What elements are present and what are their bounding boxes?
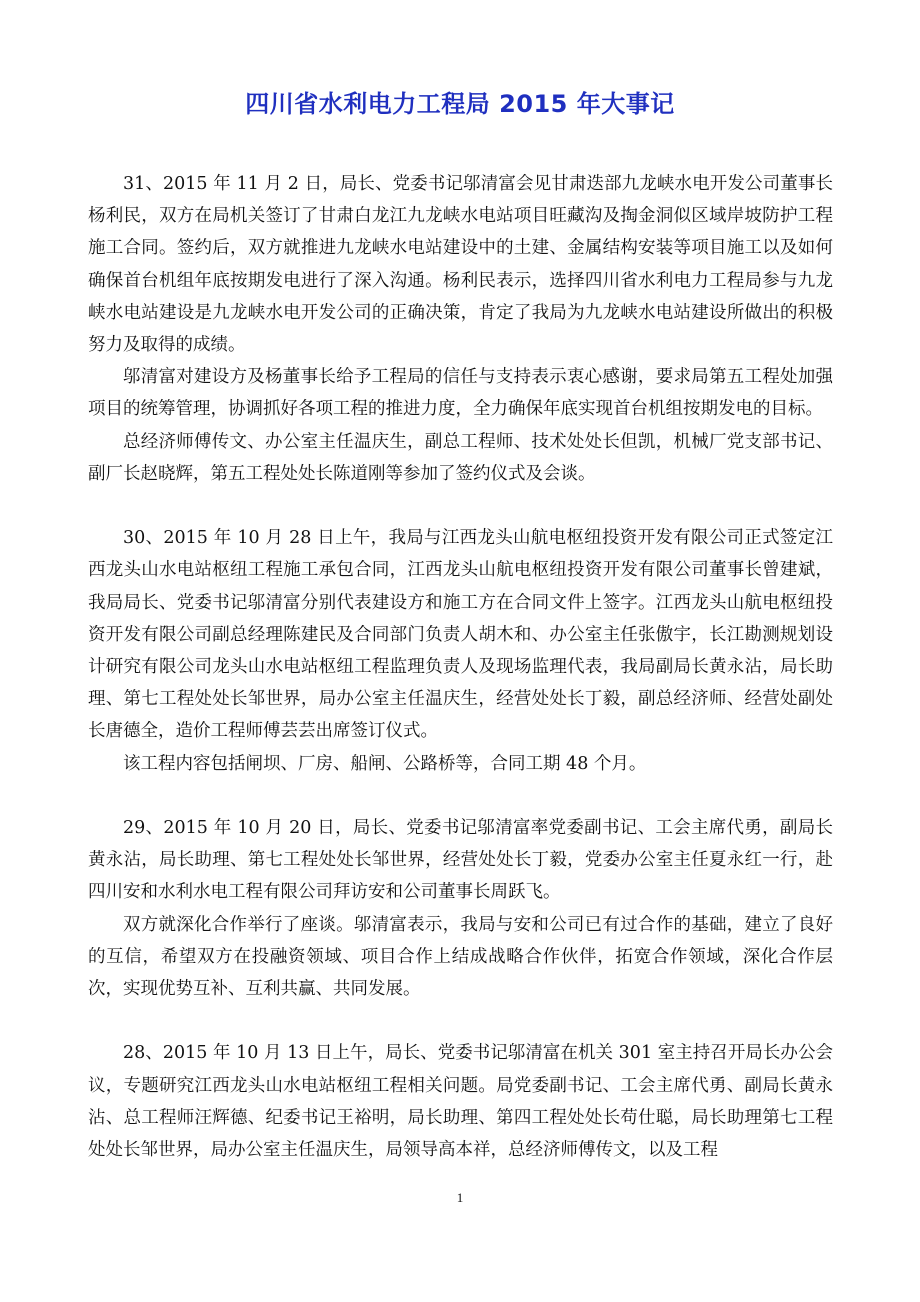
paragraph: 邬清富对建设方及杨董事长给予工程局的信任与支持表示衷心感谢，要求局第五工程处加强项目的统筹管理，协调抓好各项工程的推进力度，全力确保年底实现首台机组按期发电的目标。 [88, 367, 833, 420]
paragraph: 31、2015 年 11 月 2 日，局长、党委书记邬清富会见甘肃迭部九龙峡水电开发公司董事长杨利民，双方在局机关签订了甘肃白龙江九龙峡水电站项目旺藏沟及掏金洞似区域岸坡防护工程施工合同。签约后，双方就推进九龙峡水电站建设中的土建、金属结构安装等项目施工以及如何确保首台机组年底按期发电进行了深入沟通。杨利民表示，选择四川省水利电力工程局参与九龙峡水电站建设是九龙峡水电开发公司的正确决策，肯定了我局为九龙峡水电站建设所做出的积极努力及取得的成绩。 [88, 174, 833, 356]
event-entry-31 [88, 168, 833, 490]
event-entry-28 [88, 1037, 833, 1166]
event-entry-29 [88, 812, 833, 1005]
paragraph: 30、2015 年 10 月 28 日上午，我局与江西龙头山航电枢纽投资开发有限公司正式签定江西龙头山水电站枢纽工程施工承包合同，江西龙头山航电枢纽投资开发有限公司董事长曾建斌，我局局长、党委书记邬清富分别代表建设方和施工方在合同文件上签字。江西龙头山航电枢纽投资开发有限公司副总经理陈建民及合同部门负责人胡木和、办公室主任张傲宇，长江勘测规划设计研究有限公司龙头山水电站枢纽工程监理负责人及现场监理代表，我局副局长黄永沾，局长助理、第七工程处处长邹世界，局办公室主任温庆生，经营处处长丁毅，副总经济师、经营处副处长唐德全，造价工程师傅芸芸出席签订仪式。 [88, 528, 833, 742]
paragraph: 双方就深化合作举行了座谈。邬清富表示，我局与安和公司已有过合作的基础，建立了良好的互信，希望双方在投融资领域、项目合作上结成战略合作伙伴，拓宽合作领域，深化合作层次，实现优势互补、互利共赢、共同发展。 [88, 914, 833, 1000]
page-number: 1 [456, 1190, 464, 1205]
document-title: 四川省水利电力工程局 2015 年大事记 [245, 90, 675, 118]
paragraph: 该工程内容包括闸坝、厂房、船闸、公路桥等，合同工期 48 个月。 [123, 753, 647, 774]
paragraph: 29、2015 年 10 月 20 日，局长、党委书记邬清富率党委副书记、工会主席代勇，副局长黄永沾，局长助理、第七工程处处长邹世界，经营处处长丁毅，党委办公室主任夏永红一行，赴四川安和水利水电工程有限公司拜访安和公司董事长周跃飞。 [88, 818, 833, 903]
event-entry-30 [88, 522, 833, 780]
paragraph: 28、2015 年 10 月 13 日上午，局长、党委书记邬清富在机关 301 室主持召开局长办公会议，专题研究江西龙头山水电站枢纽工程相关问题。局党委副书记、工会主席代勇、副局长黄永沾、总工程师汪辉德、纪委书记王裕明，局长助理、第四工程处处长苟仕聪，局长助理第七工程处处长邹世界，局办公室主任温庆生，局领导高本祥，总经济师傅传文，以及工程 [88, 1043, 833, 1161]
document-body [88, 168, 833, 1198]
paragraph: 总经济师傅传文、办公室主任温庆生，副总工程师、技术处处长但凯，机械厂党支部书记、副厂长赵晓辉，第五工程处处长陈道刚等参加了签约仪式及会谈。 [88, 431, 833, 484]
